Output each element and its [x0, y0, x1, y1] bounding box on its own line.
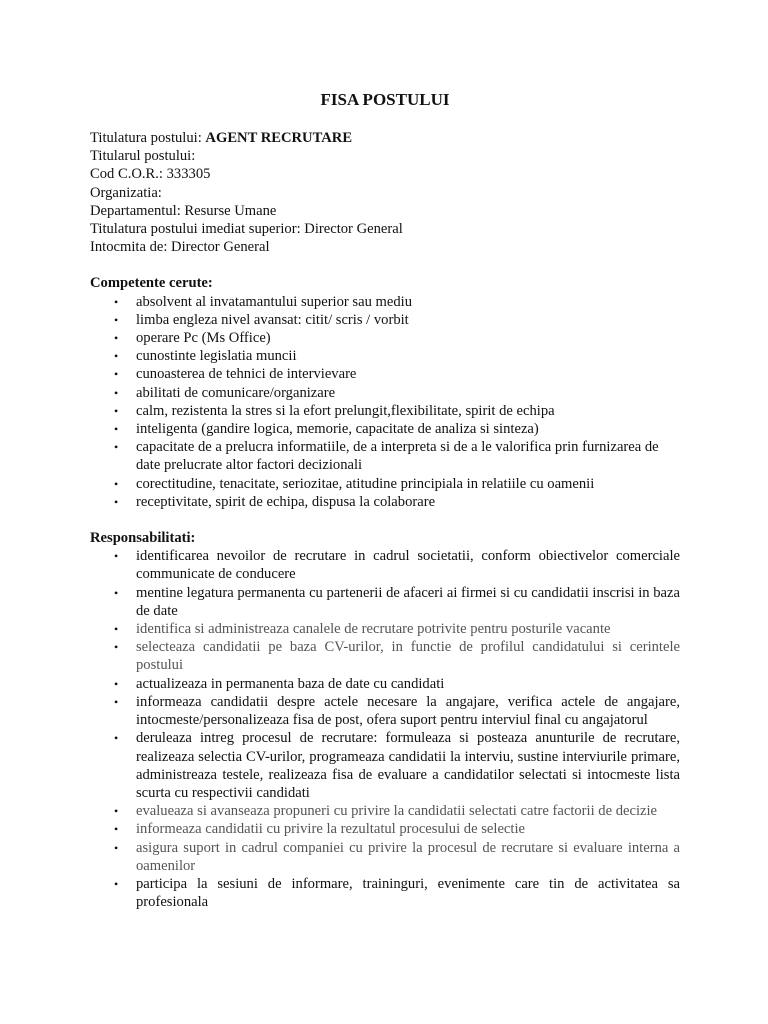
page-title: FISA POSTULUI: [320, 90, 450, 109]
list-item: • abilitati de comunicare/organizare: [114, 384, 336, 401]
list-item: • cunoasterea de tehnici de intervievare: [114, 366, 357, 383]
list-item: • informeaza candidatii despre actele necesare la angajare, verifica actele de angajare, intocmeste/personalizeaza fisa de post, ofera suport pentru interviul final cu angajatorul: [114, 693, 680, 729]
meta-intocmita: Intocmita de: Director General: [90, 239, 270, 256]
list-item: • inteligenta (gandire logica, memorie, capacitate de analiza si sinteza): [114, 421, 539, 438]
list-item: • capacitate de a prelucra informatiile, de a interpreta si de a le valorifica prin furnizarea de date prelucrate altor factori decizionali: [114, 439, 659, 474]
list-item: • asigura suport in cadrul companiei cu privire la procesul de recrutare si evaluare interna a oamenilor: [114, 839, 680, 874]
bullet-icon: •: [114, 312, 119, 327]
list-item: • cunostinte legislatia muncii: [114, 348, 297, 365]
list-item: • identifica si administreaza canalele de recrutare potrivite pentru posturile vacante: [114, 621, 611, 638]
list-item: • limba engleza nivel avansat: citit/ scris / vorbit: [114, 311, 409, 328]
list-item: • absolvent al invatamantului superior sau mediu: [114, 293, 412, 310]
list-item: • deruleaza intreg procesul de recrutare: formuleaza si posteaza anunturile de recrutare, realizeaza selectia CV-urilor, programeaza candidatii la interviu, sustine interviurile primare, administreaza testele, realizeaza fisa de evaluare a candidatilor selectati si intocmeste lista scurta cu respectivii candidati: [114, 730, 680, 801]
list-item: • corectitudine, tenacitate, seriozitae, atitudine principiala in relatiile cu oamenii: [114, 475, 595, 492]
bullet-icon: •: [114, 476, 119, 491]
meta-titulatura-value: AGENT RECRUTARE: [205, 130, 353, 146]
bullet-icon: •: [114, 876, 119, 891]
bullet-icon: •: [114, 349, 119, 364]
list-item: • identificarea nevoilor de recrutare in cadrul societatii, conform obiectivelor comerciale communicate de conducere: [114, 548, 680, 583]
meta-cod: Cod C.O.R.: 333305: [90, 166, 211, 183]
bullet-icon: •: [114, 440, 119, 455]
bullet-icon: •: [114, 694, 119, 709]
bullet-icon: •: [114, 367, 119, 382]
bullet-icon: •: [114, 640, 119, 655]
responsabilitati-heading: Responsabilitati:: [90, 530, 196, 547]
list-item: • actualizeaza in permanenta baza de date cu candidati: [114, 675, 445, 692]
bullet-icon: •: [114, 331, 119, 346]
competente-heading: Competente cerute:: [90, 275, 213, 292]
meta-organizatia: Organizatia:: [90, 184, 162, 201]
bullet-icon: •: [114, 294, 119, 309]
bullet-icon: •: [114, 840, 119, 855]
bullet-icon: •: [114, 676, 119, 691]
meta-titulatura-label: Titulatura postului:: [90, 130, 206, 146]
bullet-icon: •: [114, 731, 119, 746]
list-item: • selecteaza candidatii pe baza CV-urilor, in functie de profilul candidatului si cerintele postului: [114, 639, 680, 674]
list-item: • evalueaza si avanseaza propuneri cu privire la candidatii selectati catre factorii de decizie: [114, 803, 658, 820]
responsabilitati-list: [90, 547, 680, 911]
meta-titulatura: [90, 129, 680, 147]
list-item: • receptivitate, spirit de echipa, dispusa la colaborare: [114, 493, 436, 510]
meta-superior: Titulatura postului imediat superior: Director General: [90, 221, 403, 238]
bullet-icon: •: [114, 385, 119, 400]
bullet-icon: •: [114, 422, 119, 437]
bullet-icon: •: [114, 403, 119, 418]
meta-departament: Departamentul: Resurse Umane: [90, 202, 277, 219]
bullet-icon: •: [114, 804, 119, 819]
job-meta: [90, 129, 680, 256]
bullet-icon: •: [114, 549, 119, 564]
bullet-icon: •: [114, 494, 119, 509]
list-item: • operare Pc (Ms Office): [114, 330, 271, 347]
bullet-icon: •: [114, 622, 119, 637]
list-item: • calm, rezistenta la stres si la efort prelungit,flexibilitate, spirit de echipa: [114, 402, 555, 419]
meta-titularul: Titularul postului:: [90, 148, 196, 165]
competente-list: [90, 293, 680, 511]
list-item: • participa la sesiuni de informare, traininguri, evenimente care tin de activitatea sa profesionala: [114, 875, 680, 911]
bullet-icon: •: [114, 585, 119, 600]
list-item: • informeaza candidatii cu privire la rezultatul procesului de selectie: [114, 821, 525, 838]
list-item: • mentine legatura permanenta cu partenerii de afaceri ai firmei si cu candidatii inscrisi in baza de date: [114, 584, 680, 619]
bullet-icon: •: [114, 822, 119, 837]
